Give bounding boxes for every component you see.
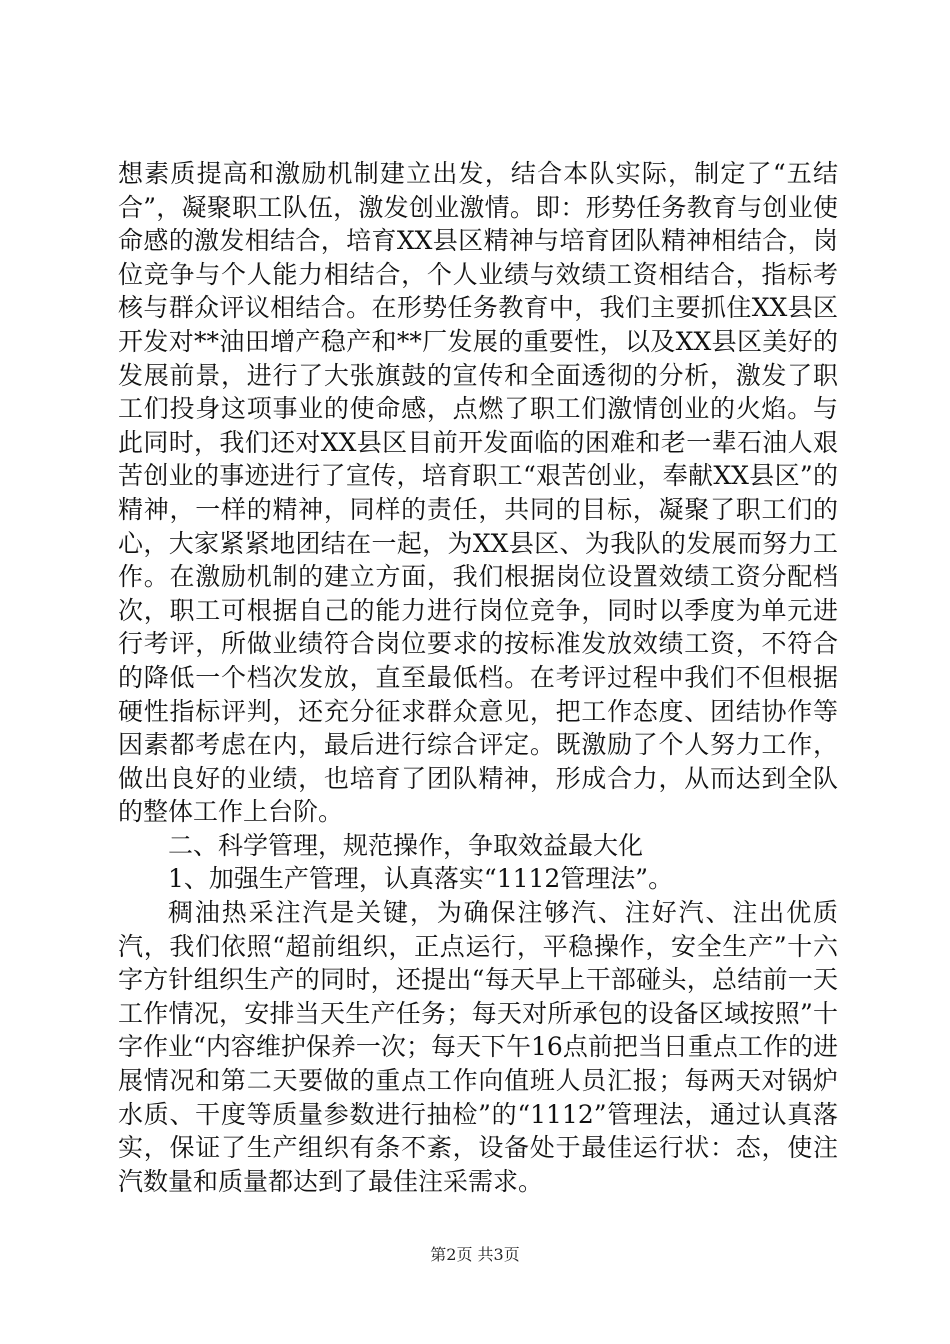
page-number: 第2页 共3页 bbox=[430, 1245, 520, 1264]
subsection-heading: 1、加强生产管理，认真落实“1112管理法”。 bbox=[168, 864, 674, 894]
document-body bbox=[118, 157, 838, 1198]
body-paragraph: 稠油热采注汽是关键，为确保注够汽、注好汽、注出优质汽，我们依照“超前组织，正点运行，平稳操作，安全生产”十六字方针组织生产的同时，还提出“每天早上干部碰头，总结前一天工作情况，安排当天生产任务；每天对所承包的设备区域按照”十字作业“内容维护保养一次；每天下午16点前把当日重点工作的进展情况和第二天要做的重点工作向值班人员汇报；每两天对锅炉水质、干度等质量参数进行抽检”的“1112”管理法，通过认真落实，保证了生产组织有条不紊，设备处于最佳运行状：态，使注汽数量和质量都达到了最佳注采需求。 bbox=[118, 898, 838, 1196]
section-heading: 二、科学管理，规范操作，争取效益最大化 bbox=[168, 830, 644, 860]
body-paragraph: 想素质提高和激励机制建立出发，结合本队实际，制定了“五结合”，凝聚职工队伍，激发创业激情。即：形势任务教育与创业使命感的激发相结合，培育XX县区精神与培育团队精神相结合，岗位竞争与个人能力相结合，个人业绩与效绩工资相结合，指标考核与群众评议相结合。在形势任务教育中，我们主要抓住XX县区开发对**油田增产稳产和**厂发展的重要性，以及XX县区美好的发展前景，进行了大张旗鼓的宣传和全面透彻的分析，激发了职工们投身这项事业的使命感，点燃了职工们激情创业的火焰。与此同时，我们还对XX县区目前开发面临的困难和老一辈石油人艰苦创业的事迹进行了宣传，培育职工“艰苦创业，奉献XX县区”的精神，一样的精神，同样的责任，共同的目标，凝聚了职工们的心，大家紧紧地团结在一起，为XX县区、为我队的发展而努力工作。在激励机制的建立方面，我们根据岗位设置效绩工资分配档次，职工可根据自己的能力进行岗位竞争，同时以季度为单元进行考评，所做业绩符合岗位要求的按标准发放效绩工资，不符合的降低一个档次发放，直至最低档。在考评过程中我们不但根据硬性指标评判，还充分征求群众意见，把工作态度、团结协作等因素都考虑在内，最后进行综合评定。既激励了个人努力工作，做出良好的业绩，也培育了团队精神，形成合力，从而达到全队的整体工作上台阶。 bbox=[118, 159, 838, 827]
